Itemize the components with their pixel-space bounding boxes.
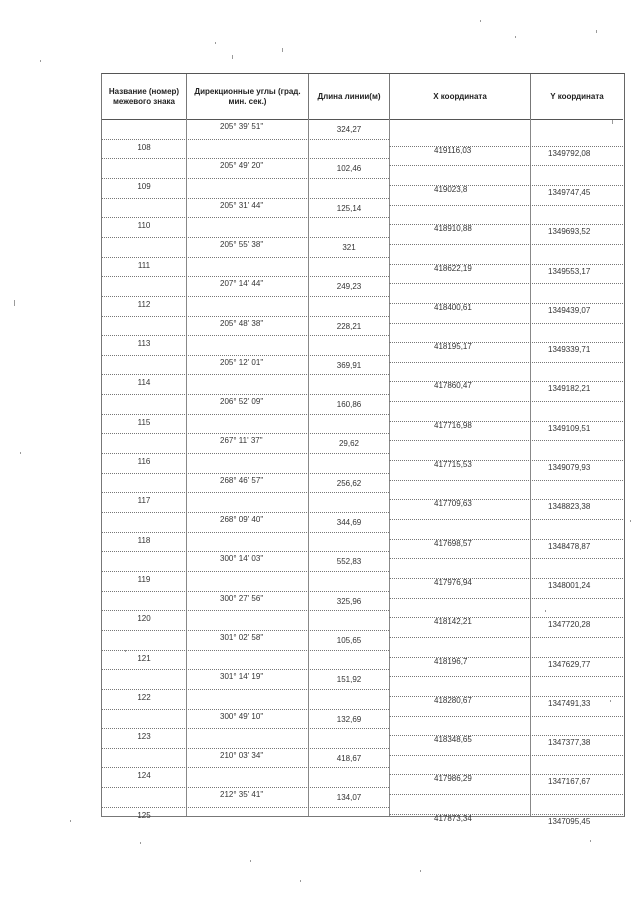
line-length-value: 321	[342, 242, 356, 252]
x-coordinate-value: 418280,67	[434, 695, 472, 705]
scan-noise	[232, 55, 233, 59]
scan-noise	[40, 60, 41, 62]
direction-angle-value: 301° 14' 19"	[220, 672, 264, 682]
y-coordinate-value: 1349792,08	[548, 148, 591, 158]
boundary-mark-number: 108	[137, 142, 151, 152]
line-length-value: 552,83	[336, 557, 362, 567]
y-coordinate-value: 1347629,77	[548, 659, 591, 669]
row-divider	[102, 669, 389, 670]
boundary-mark-number: 120	[137, 614, 151, 624]
direction-angle-value: 210° 03' 34"	[220, 750, 264, 760]
direction-angle-value: 206° 52' 09"	[220, 397, 264, 407]
row-divider	[389, 676, 623, 677]
row-divider	[389, 814, 623, 815]
row-divider	[102, 807, 389, 808]
x-coordinate-value: 417716,98	[434, 420, 472, 430]
x-coordinate-value: 417698,57	[434, 538, 472, 548]
scan-noise	[480, 20, 481, 22]
direction-angle-value: 205° 12' 01"	[220, 357, 264, 367]
row-divider	[102, 571, 389, 572]
direction-angle-value: 301° 02' 58"	[220, 632, 264, 642]
scan-noise	[610, 700, 611, 702]
row-divider	[389, 303, 623, 304]
boundary-mark-number: 121	[137, 653, 151, 663]
direction-angle-value: 268° 09' 40"	[220, 515, 264, 524]
x-coordinate-value: 418622,19	[434, 263, 472, 273]
row-divider	[389, 146, 623, 147]
row-divider	[102, 709, 389, 710]
y-coordinate-value: 1348478,87	[548, 541, 591, 551]
scan-noise	[282, 48, 283, 52]
direction-angle-value: 300° 14' 03"	[220, 554, 264, 564]
column-divider	[308, 119, 309, 816]
row-divider	[389, 421, 623, 422]
row-divider	[102, 728, 389, 729]
row-divider	[102, 433, 389, 434]
line-length-value: 256,62	[336, 478, 362, 488]
line-length-value: 324,27	[336, 125, 362, 134]
row-divider	[389, 264, 623, 265]
row-divider	[102, 139, 389, 140]
scan-noise	[300, 880, 301, 882]
boundary-mark-number: 122	[137, 692, 151, 702]
direction-angle-value: 205° 49' 20"	[220, 161, 264, 171]
row-divider	[389, 794, 623, 795]
y-coordinate-value: 1349182,21	[548, 384, 591, 394]
row-divider	[102, 276, 389, 277]
scan-noise	[420, 870, 421, 872]
scan-noise	[250, 860, 251, 862]
row-divider	[389, 539, 623, 540]
boundary-mark-number: 109	[137, 181, 151, 191]
header-mark-name: Название (номер) межевого знака	[102, 74, 187, 120]
row-divider	[102, 296, 389, 297]
row-divider	[389, 499, 623, 500]
boundary-mark-number: 112	[137, 299, 151, 309]
x-coordinate-value: 418910,88	[434, 224, 472, 234]
row-divider	[102, 650, 389, 651]
row-divider	[389, 578, 623, 579]
row-divider	[389, 735, 623, 736]
row-divider	[102, 630, 389, 631]
y-coordinate-value: 1349693,52	[548, 227, 591, 237]
y-coordinate-value: 1347377,38	[548, 738, 591, 748]
x-coordinate-value: 419023,8	[434, 184, 468, 194]
boundary-mark-number: 115	[137, 417, 151, 427]
row-divider	[389, 283, 623, 284]
scan-noise	[70, 820, 71, 822]
row-divider	[389, 480, 623, 481]
scan-noise	[125, 650, 126, 652]
boundary-mark-number: 119	[137, 574, 151, 584]
direction-angle-value: 207° 14' 44"	[220, 279, 264, 289]
row-divider	[102, 217, 389, 218]
row-divider	[102, 355, 389, 356]
scan-noise	[215, 42, 216, 44]
row-divider	[102, 787, 389, 788]
row-divider	[389, 774, 623, 775]
boundary-mark-number: 110	[137, 221, 151, 231]
row-divider	[102, 473, 389, 474]
row-divider	[389, 401, 623, 402]
row-divider	[102, 551, 389, 552]
line-length-value: 369,91	[336, 360, 362, 370]
row-divider	[389, 323, 623, 324]
row-divider	[102, 610, 389, 611]
y-coordinate-value: 1347720,28	[548, 620, 591, 630]
row-divider	[389, 244, 623, 245]
row-divider	[102, 748, 389, 749]
y-coordinate-value: 1348823,38	[548, 502, 591, 512]
header-y-coordinate: Y координата	[531, 74, 623, 120]
x-coordinate-value: 417709,63	[434, 499, 472, 509]
row-divider	[389, 558, 623, 559]
row-divider	[102, 374, 389, 375]
row-divider	[389, 617, 623, 618]
direction-angle-value: 205° 31' 44"	[220, 200, 264, 210]
row-divider	[389, 440, 623, 441]
line-length-value: 160,86	[336, 400, 362, 410]
direction-angle-value: 205° 55' 38"	[220, 239, 264, 249]
row-divider	[389, 637, 623, 638]
row-divider	[102, 198, 389, 199]
x-coordinate-value: 418348,65	[434, 735, 472, 745]
x-coordinate-value: 417860,47	[434, 381, 472, 391]
row-divider	[102, 335, 389, 336]
row-divider	[102, 591, 389, 592]
boundary-mark-number: 117	[137, 496, 151, 506]
y-coordinate-value: 1349553,17	[548, 266, 591, 276]
line-length-value: 105,65	[336, 635, 362, 645]
header-direction-angle: Дирекционные углы (град. мин. сек.)	[187, 74, 309, 120]
row-divider	[389, 185, 623, 186]
direction-angle-value: 300° 27' 56"	[220, 593, 264, 603]
row-divider	[389, 598, 623, 599]
row-divider	[389, 460, 623, 461]
row-divider	[102, 767, 389, 768]
row-divider	[389, 519, 623, 520]
y-coordinate-value: 1349339,71	[548, 345, 591, 355]
y-coordinate-value: 1349079,93	[548, 463, 591, 473]
row-divider	[102, 158, 389, 159]
direction-angle-value: 212° 35' 41"	[220, 790, 264, 800]
row-divider	[389, 755, 623, 756]
line-length-value: 418,67	[336, 753, 362, 763]
line-length-value: 249,23	[336, 282, 362, 292]
scan-noise	[515, 36, 516, 38]
row-divider	[102, 237, 389, 238]
x-coordinate-value: 418142,21	[434, 617, 472, 627]
direction-angle-value: 268° 46' 57"	[220, 475, 264, 485]
boundary-mark-number: 113	[137, 339, 151, 349]
line-length-value: 102,46	[336, 164, 362, 174]
line-length-value: 151,92	[336, 675, 362, 685]
row-divider	[102, 512, 389, 513]
direction-angle-value: 300° 49' 10"	[220, 711, 264, 721]
y-coordinate-value: 1347167,67	[548, 777, 591, 787]
boundary-mark-number: 116	[137, 457, 151, 467]
x-coordinate-value: 417873,34	[434, 813, 472, 823]
x-coordinate-value: 418195,17	[434, 342, 472, 352]
direction-angle-value: 267° 11' 37"	[220, 436, 263, 446]
line-length-value: 29,62	[338, 439, 360, 449]
scan-noise	[596, 30, 597, 33]
scan-noise	[545, 610, 546, 612]
scan-noise	[630, 520, 631, 522]
boundary-mark-number: 124	[137, 771, 151, 781]
row-divider	[389, 165, 623, 166]
line-length-value: 325,96	[336, 596, 362, 606]
line-length-value: 132,69	[336, 714, 362, 724]
row-divider	[102, 492, 389, 493]
row-divider	[102, 532, 389, 533]
row-divider	[389, 716, 623, 717]
scan-noise	[20, 452, 21, 454]
line-length-value: 344,69	[336, 518, 362, 527]
y-coordinate-value: 1348001,24	[548, 580, 591, 590]
y-coordinate-value: 1347095,45	[548, 816, 591, 826]
row-divider	[389, 381, 623, 382]
y-coordinate-value: 1349439,07	[548, 305, 591, 315]
scan-noise	[590, 840, 591, 842]
line-length-value: 125,14	[336, 203, 362, 213]
boundary-mark-number: 114	[137, 378, 151, 388]
y-coordinate-value: 1349109,51	[548, 423, 591, 433]
row-divider	[102, 316, 389, 317]
line-length-value: 134,07	[336, 793, 362, 803]
row-divider	[389, 224, 623, 225]
boundary-mark-number: 118	[137, 535, 151, 545]
boundary-mark-number: 123	[137, 732, 151, 742]
row-divider	[389, 205, 623, 206]
scan-noise	[14, 300, 15, 306]
x-coordinate-value: 418196,7	[434, 656, 468, 666]
row-divider	[102, 257, 389, 258]
header-x-coordinate: X координата	[390, 74, 531, 120]
row-divider	[102, 689, 389, 690]
row-divider	[389, 342, 623, 343]
scan-noise	[140, 842, 141, 844]
boundary-coordinates-table	[101, 73, 625, 826]
column-divider	[186, 119, 187, 816]
y-coordinate-value: 1349747,45	[548, 187, 591, 197]
line-length-value: 228,21	[336, 321, 362, 331]
boundary-mark-number: 111	[137, 260, 151, 270]
x-coordinate-value: 417715,53	[434, 460, 472, 470]
row-divider	[389, 657, 623, 658]
header-line-length: Длина линии(м)	[309, 74, 390, 120]
row-divider	[102, 394, 389, 395]
y-coordinate-value: 1347491,33	[548, 698, 591, 708]
x-coordinate-value: 417986,29	[434, 774, 472, 784]
row-divider	[102, 453, 389, 454]
boundary-mark-number: 125	[137, 810, 151, 820]
x-coordinate-value: 419116,03	[434, 145, 472, 155]
x-coordinate-value: 418400,61	[434, 302, 472, 312]
scan-noise	[612, 120, 613, 124]
row-divider	[102, 414, 389, 415]
row-divider	[389, 696, 623, 697]
row-divider	[102, 178, 389, 179]
direction-angle-value: 205° 39' 51"	[220, 122, 264, 131]
row-divider	[389, 362, 623, 363]
direction-angle-value: 205° 48' 38"	[220, 318, 264, 328]
x-coordinate-value: 417976,94	[434, 577, 472, 587]
